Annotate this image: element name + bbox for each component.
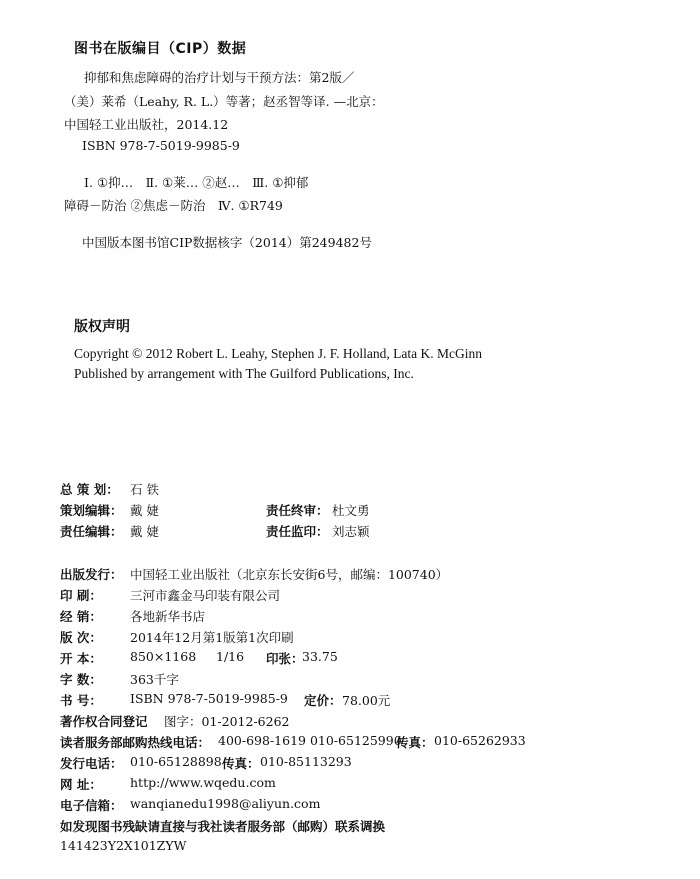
cip-author-line: （美）莱希（Leahy, R. L.）等著；赵丞智等译. —北京： <box>64 94 384 109</box>
arrangement-notice: Published by arrangement with The Guilford Publications, Inc. <box>74 366 414 381</box>
final-review-value: 杜文勇 <box>332 503 370 518</box>
words-value: 363千字 <box>130 672 179 687</box>
copyright-heading: 版权声明 <box>74 319 130 335</box>
sales-fax-value: 010-85113293 <box>260 754 352 769</box>
website-label: 网 址： <box>60 777 102 792</box>
print-code: 141423Y2X101ZYW <box>60 838 187 853</box>
planner-value: 石 铁 <box>130 482 159 497</box>
replacement-notice: 如发现图书残缺请直接与我社读者服务部（邮购）联系调换 <box>60 819 386 834</box>
sales-phone-label: 发行电话： <box>60 756 123 771</box>
contract-label: 著作权合同登记 <box>60 714 148 729</box>
print-supervisor-label: 责任监印： <box>266 524 329 539</box>
sheets-value: 33.75 <box>302 649 338 664</box>
sales-phone-value: 010-65128898 <box>130 754 222 769</box>
sheets-label: 印张： <box>266 651 304 666</box>
cip-subject-line: Ⅰ. ①抑… Ⅱ. ①莱… ②赵… Ⅲ. ①抑郁 <box>84 175 309 190</box>
fax-value: 010-65262933 <box>434 733 526 748</box>
sales-fax-label: 传真： <box>222 756 260 771</box>
planning-editor-label: 策划编辑： <box>60 503 123 518</box>
isbn-label: 书 号： <box>60 693 102 708</box>
cip-heading: 图书在版编目（CIP）数据 <box>74 41 247 57</box>
price-label: 定价： <box>304 693 342 708</box>
isbn-value: ISBN 978-7-5019-9985-9 <box>130 691 288 706</box>
cip-title-line: 抑郁和焦虑障碍的治疗计划与干预方法：第2版／ <box>84 70 355 85</box>
edition-label: 版 次： <box>60 630 102 645</box>
price-value: 78.00元 <box>342 693 391 708</box>
publisher-value: 中国轻工业出版社（北京东长安街6号，邮编：100740） <box>130 567 449 582</box>
copyright-notice: Copyright © 2012 Robert L. Leahy, Stephen J. F. Holland, Lata K. McGinn <box>74 346 482 361</box>
fax-label: 传真： <box>396 735 434 750</box>
printer-label: 印 刷： <box>60 588 102 603</box>
printer-value: 三河市鑫金马印装有限公司 <box>130 588 281 603</box>
format-fraction: 1/16 <box>216 649 245 664</box>
format-label: 开 本： <box>60 651 102 666</box>
distributor-label: 经 销： <box>60 609 102 624</box>
planning-editor-value: 戴 婕 <box>130 503 159 518</box>
words-label: 字 数： <box>60 672 102 687</box>
publisher-label: 出版发行： <box>60 567 123 582</box>
website-value: http://www.wqedu.com <box>130 775 276 790</box>
responsible-editor-value: 戴 婕 <box>130 524 159 539</box>
planner-label: 总 策 划： <box>60 482 119 497</box>
print-supervisor-value: 刘志颖 <box>332 524 370 539</box>
email-label: 电子信箱： <box>60 798 123 813</box>
final-review-label: 责任终审： <box>266 503 329 518</box>
email-value: wanqianedu1998@aliyun.com <box>130 796 321 811</box>
cip-record-number: 中国版本图书馆CIP数据核字（2014）第249482号 <box>82 235 372 250</box>
responsible-editor-label: 责任编辑： <box>60 524 123 539</box>
cip-subject-line-2: 障碍－防治 ②焦虑－防治 Ⅳ. ①R749 <box>64 198 283 213</box>
contract-value: 图字：01-2012-6262 <box>164 714 290 729</box>
cip-isbn-line: ISBN 978-7-5019-9985-9 <box>82 138 240 153</box>
hotline-value: 400-698-1619 010-65125990 <box>218 733 402 748</box>
distributor-value: 各地新华书店 <box>130 609 206 624</box>
hotline-label: 读者服务部邮购热线电话： <box>60 735 211 750</box>
edition-value: 2014年12月第1版第1次印刷 <box>130 630 294 645</box>
cip-publisher-line: 中国轻工业出版社，2014.12 <box>64 117 229 132</box>
format-size: 850×1168 <box>130 649 197 664</box>
